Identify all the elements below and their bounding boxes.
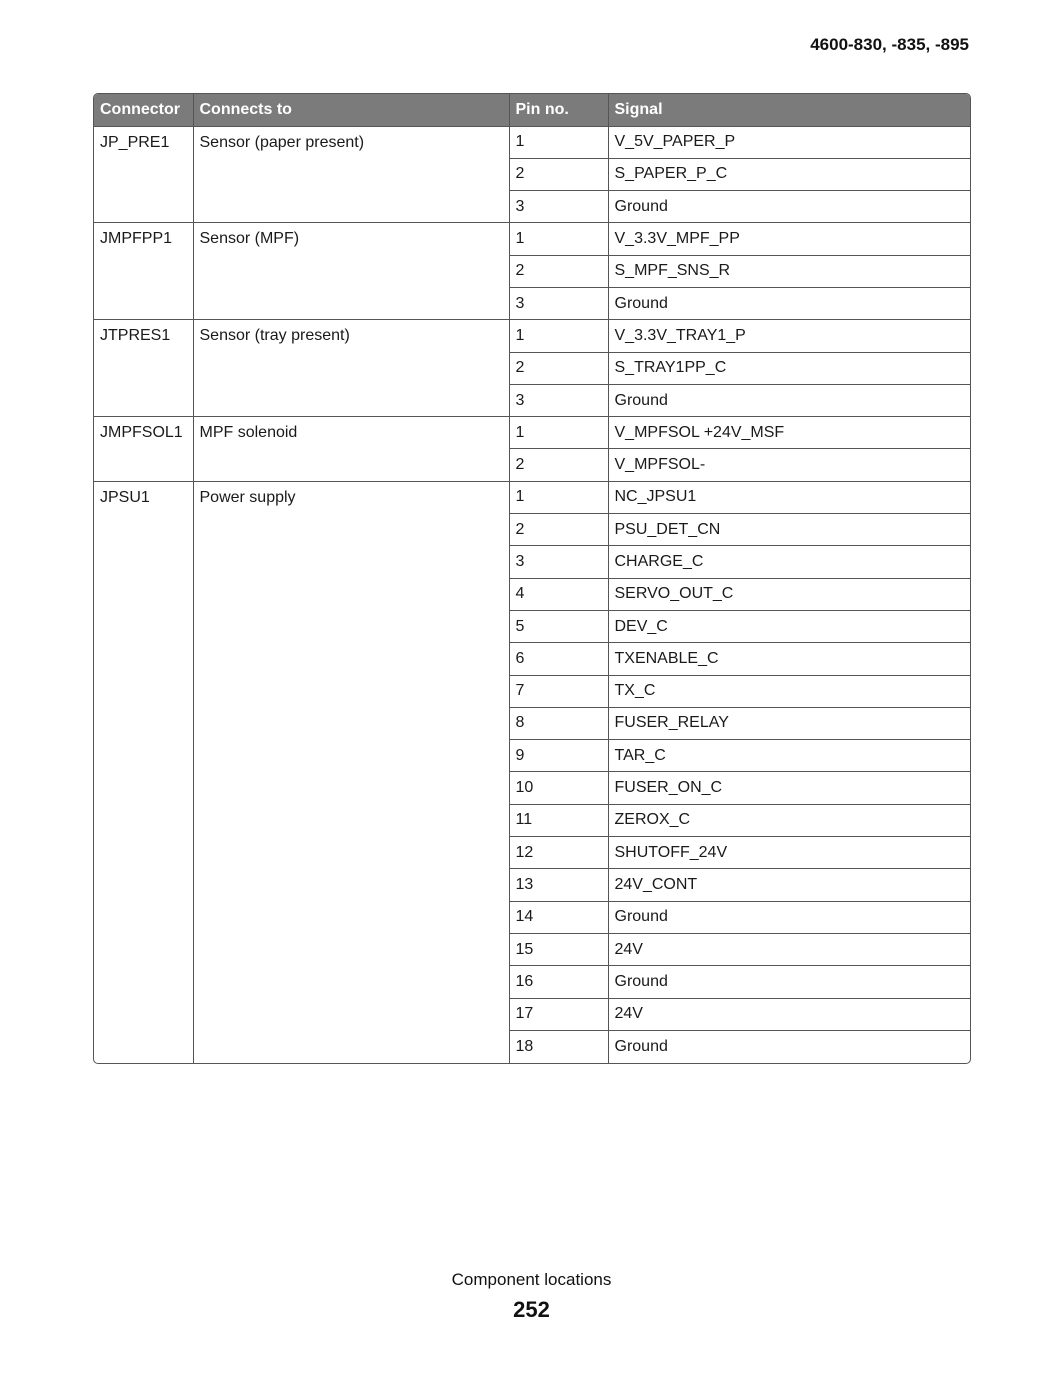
signal-cell: DEV_C [608,610,970,642]
column-header-pin-no: Pin no. [509,94,608,126]
signal-cell: Ground [608,384,970,416]
connector-cell: JTPRES1 [94,320,193,417]
signal-cell: V_MPFSOL- [608,449,970,481]
signal-cell: V_5V_PAPER_P [608,126,970,158]
pin-number-cell: 5 [509,610,608,642]
connects-to-cell: Sensor (paper present) [193,126,509,223]
pin-number-cell: 2 [509,158,608,190]
signal-cell: FUSER_RELAY [608,707,970,739]
pin-number-cell: 12 [509,837,608,869]
page-number: 252 [513,1297,550,1322]
pin-number-cell: 6 [509,643,608,675]
signal-cell: CHARGE_C [608,546,970,578]
pin-number-cell: 1 [509,481,608,513]
column-header-signal: Signal [608,94,970,126]
signal-cell: PSU_DET_CN [608,514,970,546]
signal-cell: S_MPF_SNS_R [608,255,970,287]
signal-cell: S_PAPER_P_C [608,158,970,190]
pin-number-cell: 11 [509,804,608,836]
pin-number-cell: 9 [509,740,608,772]
pin-number-cell: 17 [509,998,608,1030]
column-header-connector: Connector [94,94,193,126]
table-row [94,481,970,513]
connector-table [93,93,971,1064]
pin-number-cell: 13 [509,869,608,901]
pin-number-cell: 3 [509,287,608,319]
signal-cell: V_MPFSOL +24V_MSF [608,417,970,449]
column-header-connects-to: Connects to [193,94,509,126]
signal-cell: Ground [608,966,970,998]
signal-cell: TAR_C [608,740,970,772]
signal-cell: 24V [608,933,970,965]
pin-number-cell: 2 [509,514,608,546]
pin-number-cell: 1 [509,223,608,255]
pin-number-cell: 3 [509,191,608,223]
pin-number-cell: 8 [509,707,608,739]
pin-number-cell: 1 [509,320,608,352]
signal-cell: Ground [608,191,970,223]
pin-number-cell: 15 [509,933,608,965]
connects-to-cell: Power supply [193,481,509,1062]
pin-number-cell: 2 [509,255,608,287]
connector-cell: JMPFPP1 [94,223,193,320]
pin-number-cell: 1 [509,417,608,449]
signal-cell: 24V_CONT [608,869,970,901]
pin-number-cell: 3 [509,546,608,578]
table-header-row [94,94,970,126]
pin-number-cell: 3 [509,384,608,416]
signal-cell: V_3.3V_TRAY1_P [608,320,970,352]
pin-number-cell: 2 [509,352,608,384]
pin-number-cell: 2 [509,449,608,481]
signal-cell: SERVO_OUT_C [608,578,970,610]
table-row [94,320,970,352]
signal-cell: S_TRAY1PP_C [608,352,970,384]
pin-number-cell: 7 [509,675,608,707]
signal-cell: Ground [608,287,970,319]
connector-cell: JP_PRE1 [94,126,193,223]
pin-number-cell: 14 [509,901,608,933]
pin-number-cell: 10 [509,772,608,804]
pin-number-cell: 18 [509,1030,608,1062]
footer-section-title: Component locations [451,1270,612,1289]
connector-cell: JMPFSOL1 [94,417,193,482]
signal-cell: V_3.3V_MPF_PP [608,223,970,255]
signal-cell: SHUTOFF_24V [608,837,970,869]
signal-cell: TX_C [608,675,970,707]
table-row [94,417,970,449]
table-row [94,223,970,255]
table-body [94,126,970,1063]
signal-cell: FUSER_ON_C [608,772,970,804]
signal-cell: 24V [608,998,970,1030]
pin-number-cell: 1 [509,126,608,158]
signal-cell: ZEROX_C [608,804,970,836]
signal-cell: Ground [608,1030,970,1062]
signal-cell: Ground [608,901,970,933]
pin-number-cell: 4 [509,578,608,610]
page-header-model: 4600-830, -835, -895 [810,35,969,54]
signal-cell: TXENABLE_C [608,643,970,675]
connects-to-cell: Sensor (tray present) [193,320,509,417]
connects-to-cell: MPF solenoid [193,417,509,482]
connects-to-cell: Sensor (MPF) [193,223,509,320]
signal-cell: NC_JPSU1 [608,481,970,513]
connector-cell: JPSU1 [94,481,193,1062]
table-row [94,126,970,158]
pin-number-cell: 16 [509,966,608,998]
